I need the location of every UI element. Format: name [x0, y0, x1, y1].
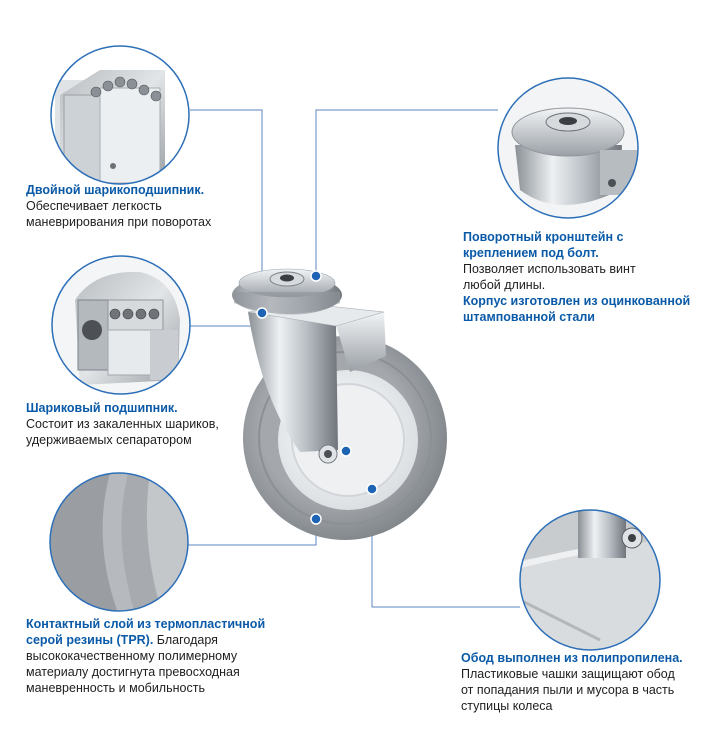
caption-ball-bearing: [26, 400, 256, 448]
marker-bracket: [311, 271, 321, 281]
caption-text: Благодаря: [153, 633, 218, 647]
caption-text: Обеспечивает легкость: [26, 199, 162, 213]
caption-title: Корпус изготовлен из оцинкованной: [463, 294, 691, 308]
detail-ball-bearing-image: [52, 256, 190, 394]
caption-text: высококачественному полимерному: [26, 649, 238, 663]
caption-title: Контактный слой из термопластичной: [26, 617, 266, 631]
detail-tread-image: [50, 473, 190, 613]
caption-title: Поворотный кронштейн с: [463, 230, 624, 244]
caption-text: удерживаемых сепаратором: [26, 433, 192, 447]
detail-swivel-bracket-image: [498, 78, 640, 218]
marker-tread: [311, 514, 321, 524]
caption-tread: [26, 616, 286, 696]
caption-title: Шариковый подшипник.: [26, 401, 178, 415]
caption-text: Позволяет использовать винт: [463, 262, 636, 276]
marker-double-bearing: [257, 308, 267, 318]
detail-double-bearing-image: [51, 46, 189, 190]
caption-title: Обод выполнен из полипропилена.: [461, 651, 683, 665]
detail-rim-image: [520, 510, 660, 650]
caption-title: креплением под болт.: [463, 246, 599, 260]
marker-rim: [367, 484, 377, 494]
caption-text: маневренность и мобильность: [26, 681, 205, 695]
caption-double-bearing: [26, 182, 246, 230]
caption-text: материалу достигнута превосходная: [26, 665, 240, 679]
caption-title: штампованной стали: [463, 310, 595, 324]
caption-title: Двойной шарикоподшипник.: [26, 183, 205, 197]
caption-text: ступицы колеса: [461, 699, 553, 713]
marker-ball-bearing: [341, 446, 351, 456]
caption-text: любой длины.: [463, 278, 546, 292]
caption-swivel-bracket: [463, 229, 713, 325]
caption-rim: [461, 650, 711, 714]
caption-title: серой резины (TPR).: [26, 633, 154, 647]
caption-text: Пластиковые чашки защищают обод: [461, 667, 675, 681]
caption-text: от попадания пыли и мусора в часть: [461, 683, 675, 697]
caption-text: маневрирования при поворотах: [26, 215, 212, 229]
caption-text: Состоит из закаленных шариков,: [26, 417, 219, 431]
